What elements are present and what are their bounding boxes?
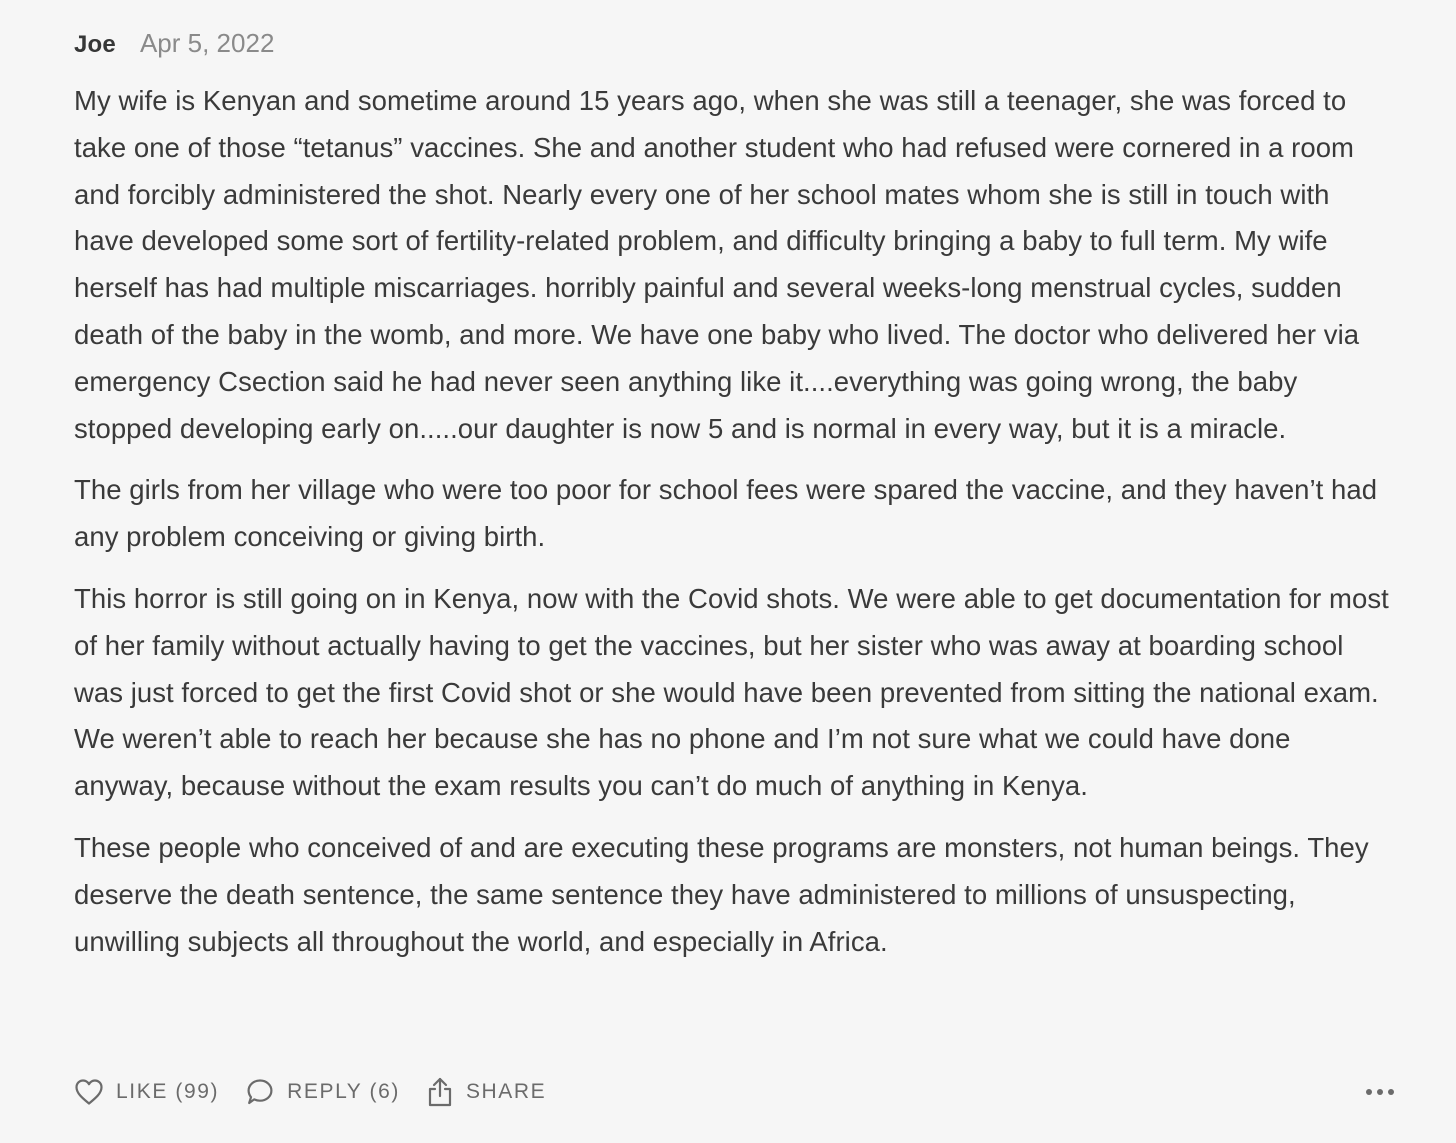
share-button[interactable]	[426, 1076, 546, 1108]
comment-date[interactable]: Apr 5, 2022	[139, 28, 275, 58]
more-dots-icon	[1377, 1089, 1383, 1095]
comment	[74, 28, 1396, 980]
comment-actions	[74, 1074, 1396, 1110]
comment-author[interactable]: Joe	[74, 31, 116, 58]
like-button[interactable]	[74, 1078, 219, 1106]
like-label: LIKE (99)	[116, 1080, 220, 1103]
comment-body	[74, 78, 1396, 965]
comment-meta	[74, 28, 1396, 72]
more-dots-icon	[1366, 1089, 1372, 1095]
reply-label: REPLY (6)	[287, 1080, 400, 1103]
comment-paragraph: These people who conceived of and are executing these programs are monsters, not human beings. They deserve the death sentence, the same sentence they have administered to millions of unsuspecting, unwilling subjects all throughout the world, and especially in Africa.	[74, 831, 1369, 957]
share-icon	[426, 1076, 454, 1108]
heart-icon	[74, 1078, 104, 1106]
speech-bubble-icon	[245, 1077, 275, 1107]
comment-paragraph: This horror is still going on in Kenya, now with the Covid shots. We were able to get documentation for most of her family without actually having to get the vaccines, but her sister who was away at boarding school was just forced to get the first Covid shot or she would have been prevented from sitting the national exam. We weren’t able to reach her because she has no phone and I’m not sure what we could have done anyway, because without the exam results you can’t do much of anything in Kenya.	[74, 582, 1389, 802]
comment-paragraph: My wife is Kenyan and sometime around 15 years ago, when she was still a teenager, she was forced to take one of those “tetanus” vaccines. She and another student who had refused were cornered in a room and forcibly administered the shot. Nearly every one of her school mates whom she is still in touch with have developed some sort of fertility-related problem, and difficulty bringing a baby to full term. My wife herself has had multiple miscarriages. horribly painful and several weeks-long menstrual cycles, sudden death of the baby in the womb, and more. We have one baby who lived. The doctor who delivered her via emergency Csection said he had never seen anything like it....everything was going wrong, the baby stopped developing early on.....our daughter is now 5 and is normal in every way, but it is a miracle.	[74, 85, 1360, 444]
more-options-button[interactable]	[1364, 1081, 1396, 1103]
comment-paragraph: The girls from her village who were too poor for school fees were spared the vaccine, and they haven’t had any problem conceiving or giving birth.	[74, 474, 1378, 553]
more-dots-icon	[1388, 1089, 1394, 1095]
reply-button[interactable]	[245, 1077, 400, 1107]
share-label: SHARE	[465, 1080, 547, 1103]
